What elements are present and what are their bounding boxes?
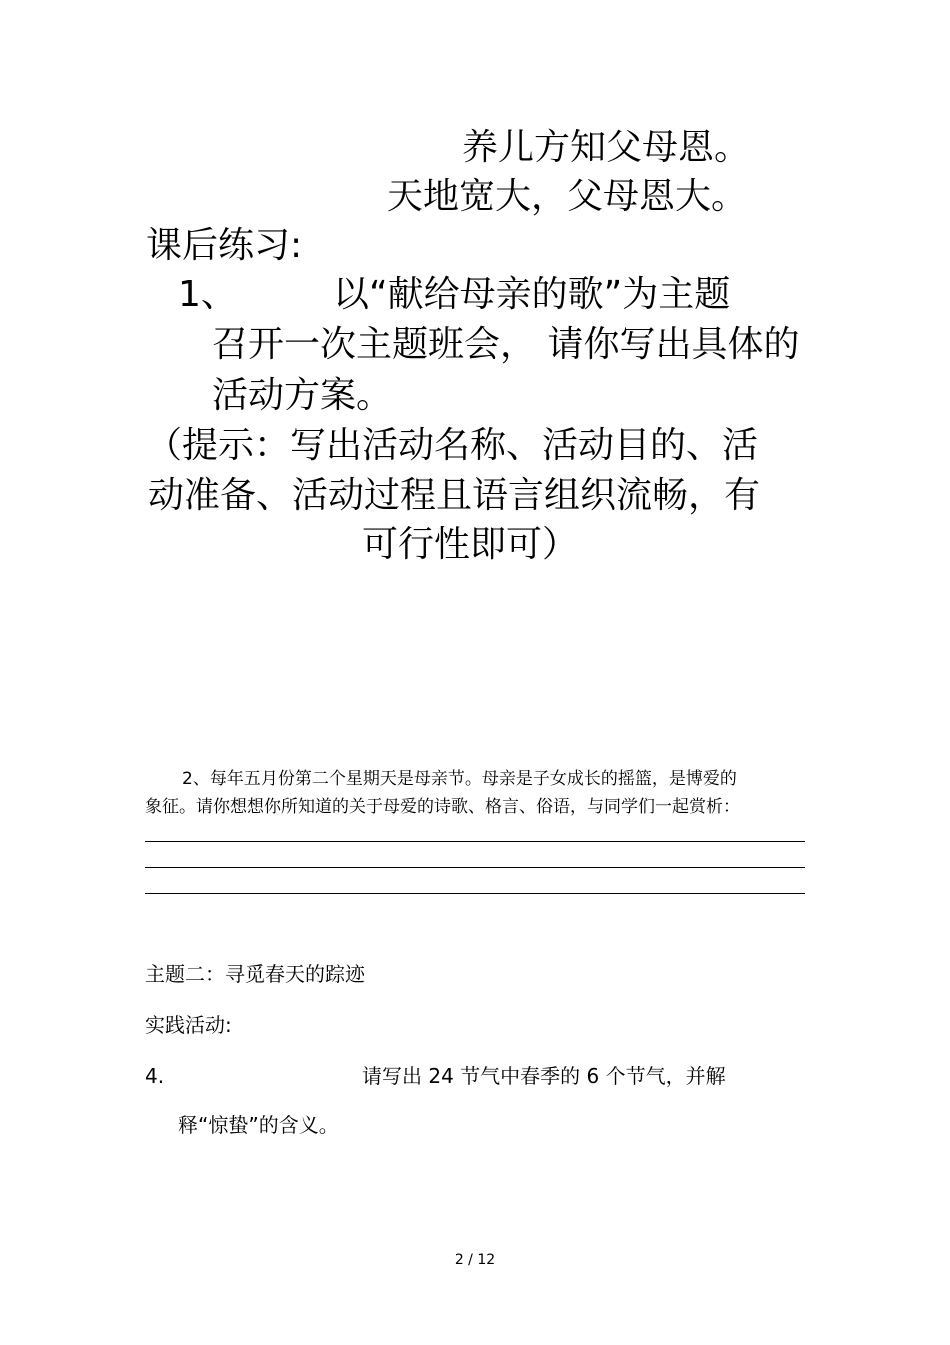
question-4-number: 4. <box>145 1064 165 1088</box>
question-1-line-1: 以“献给母亲的歌”为主题 <box>333 274 731 315</box>
poem-line-1: 养儿方知父母恩。 <box>462 127 751 168</box>
hint-line-3: 可行性即可） <box>362 524 579 565</box>
hint-line-2: 动准备、活动过程且语言组织流畅，有 <box>148 475 761 516</box>
question-2-line-1: 2、每年五月份第二个星期天是母亲节。母亲是子女成长的摇篮，是博爱的 <box>182 769 737 789</box>
theme-2-title: 主题二：寻觅春天的踪迹 <box>145 962 365 986</box>
question-1-line-2: 召开一次主题班会， 请你写出具体的 <box>212 324 800 365</box>
question-1-line-3: 活动方案。 <box>212 375 393 416</box>
answer-line-2[interactable] <box>145 867 805 868</box>
question-1-number: 1、 <box>178 274 237 315</box>
exercise-heading: 课后练习: <box>146 225 303 266</box>
question-4-line-1: 请写出 24 节气中春季的 6 个节气，并解 <box>362 1064 726 1088</box>
practice-activity-label: 实践活动: <box>145 1013 232 1037</box>
answer-line-3[interactable] <box>145 893 805 894</box>
question-2-line-2: 象征。请你想想你所知道的关于母爱的诗歌、格言、俗语，与同学们一起赏析： <box>145 797 740 817</box>
hint-line-1: （提示：写出活动名称、活动目的、活 <box>146 425 759 466</box>
page-number: 2 / 12 <box>454 1252 496 1268</box>
question-4-line-2: 释“惊蛰”的含义。 <box>178 1113 339 1137</box>
poem-line-2: 天地宽大，父母恩大。 <box>387 176 748 217</box>
answer-line-1[interactable] <box>145 841 805 842</box>
